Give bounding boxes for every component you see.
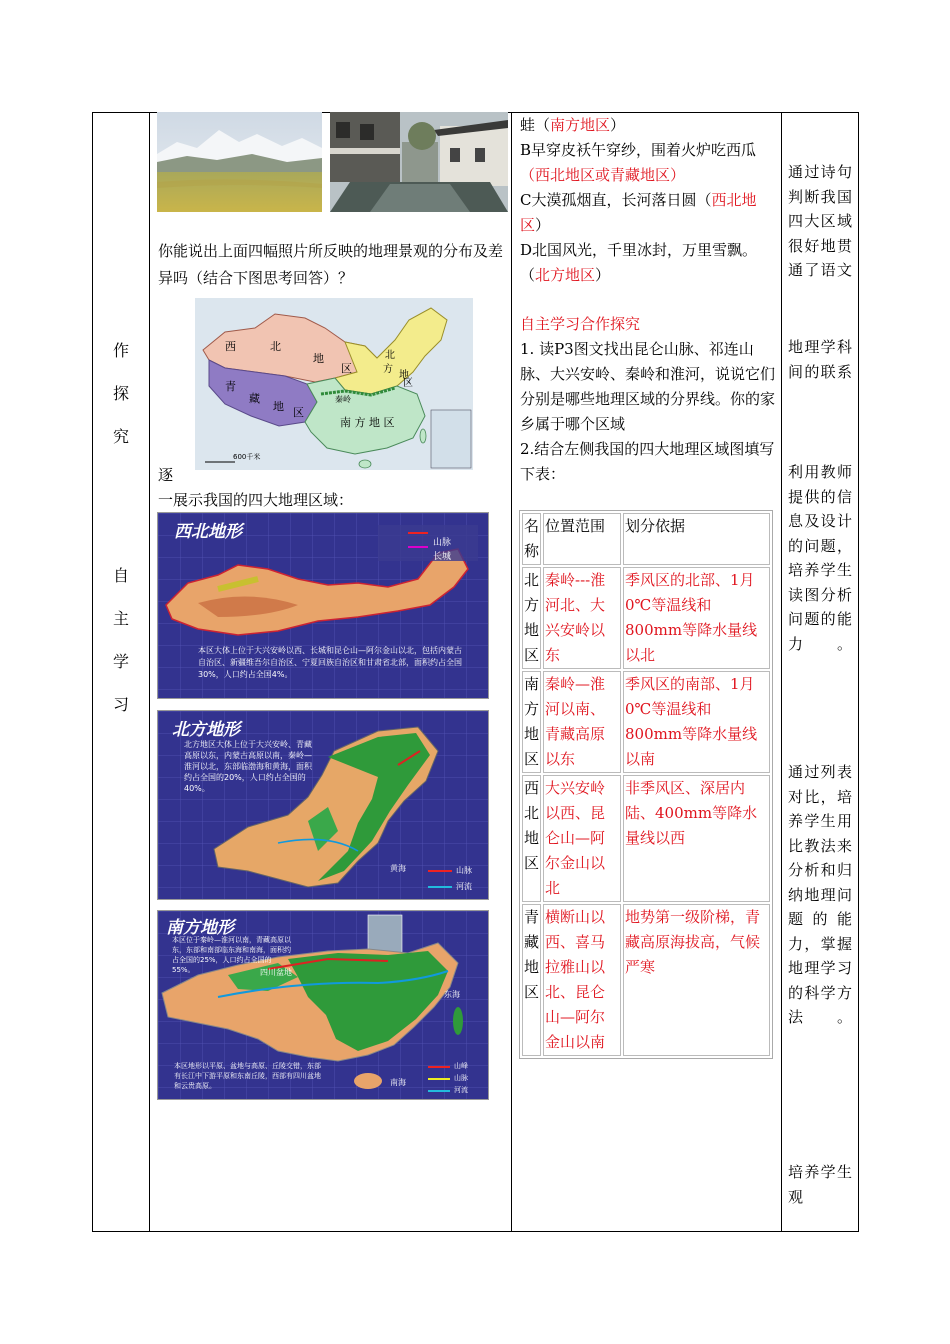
label-char: 作 bbox=[112, 341, 129, 360]
svg-text:北: 北 bbox=[385, 350, 395, 361]
side-label-bottom bbox=[93, 568, 149, 740]
china-regions-map bbox=[195, 298, 473, 470]
label-char: 主 bbox=[112, 609, 129, 628]
svg-text:南 方 地 区: 南 方 地 区 bbox=[340, 416, 395, 429]
intro-line-2: 一展示我国的四大地理区域： bbox=[158, 491, 354, 509]
table-row bbox=[522, 904, 770, 1056]
cell-range: 横断山以西、喜马拉雅山以北、昆仑山—阿尔金山以南 bbox=[543, 904, 621, 1056]
north-terrain-map bbox=[157, 710, 489, 900]
answer-b-region: （西北地区或青藏地区） bbox=[520, 166, 686, 184]
cell-name: 北方地区 bbox=[522, 567, 541, 669]
svg-text:地: 地 bbox=[273, 400, 284, 413]
cell-basis: 季风区的南部、1月0℃等温线和800mm等降水量线以南 bbox=[623, 671, 770, 773]
svg-text:地: 地 bbox=[399, 370, 409, 381]
task-2: 2.结合左侧我国的四大地理区域图填写下表： bbox=[520, 440, 775, 483]
column-divider bbox=[781, 113, 782, 1231]
map3-legend-mountain: 山脉 bbox=[454, 1074, 468, 1082]
map2-legend-river: 河流 bbox=[456, 882, 472, 891]
label-char: 自 bbox=[112, 566, 129, 585]
design-note-1: 通过诗句判断我国四大区域很好地贯通了语文 bbox=[788, 163, 852, 279]
cell-range: 大兴安岭以西、昆仑山—阿尔金山以北 bbox=[543, 775, 621, 902]
svg-text:区: 区 bbox=[341, 362, 352, 375]
map1-legend-wall: 长城 bbox=[433, 552, 452, 562]
map3-caption-top: 本区位于秦岭—淮河以南，青藏高原以东，东部和南部临东海和南海，面积约占全国的25%，人口约占全国的55%。 bbox=[172, 936, 291, 974]
map1-caption: 本区大体上位于大兴安岭以西、长城和昆仑山—阿尔金山以北，包括内蒙古自治区、新疆维吾尔自治区、宁夏回族自治区和甘肃省北部，面积约占全国30%，人口约占全国4%。 bbox=[198, 646, 462, 679]
label-char: 探 bbox=[112, 384, 129, 403]
answer-a: 蛙（南方地区） bbox=[520, 116, 626, 134]
section-heading: 自主学习合作探究 bbox=[520, 315, 641, 333]
cell-name: 西北地区 bbox=[522, 775, 541, 902]
cell-basis: 季风区的北部、1月0℃等温线和800mm等降水量线以北 bbox=[623, 567, 770, 669]
header-basis: 划分依据 bbox=[623, 513, 770, 565]
regions-table bbox=[519, 510, 773, 1059]
map3-label-southsea: 南海 bbox=[390, 1078, 406, 1087]
table-row bbox=[522, 567, 770, 669]
label-char: 究 bbox=[112, 427, 129, 446]
map2-title: 北方地形 bbox=[172, 720, 240, 740]
map3-legend-river: 河流 bbox=[454, 1086, 468, 1094]
label-char: 习 bbox=[112, 695, 129, 714]
cell-name: 南方地区 bbox=[522, 671, 541, 773]
svg-text:区: 区 bbox=[403, 378, 413, 389]
map-label-northwest: 西 bbox=[225, 340, 236, 353]
map3-caption-bottom: 本区地形以平原、盆地与高原、丘陵交错，东部有长江中下游平原和东南丘陵，西部有四川盆地和云贵高原。 bbox=[174, 1062, 321, 1090]
map3-title: 南方地形 bbox=[166, 918, 234, 938]
map3-legend-peak: 山峰 bbox=[454, 1062, 468, 1070]
south-terrain-map bbox=[157, 910, 489, 1100]
svg-text:秦岭: 秦岭 bbox=[335, 395, 351, 404]
label-char: 学 bbox=[112, 652, 129, 671]
cell-basis: 非季风区、深居内陆、400mm等降水量线以西 bbox=[623, 775, 770, 902]
cell-name: 青藏地区 bbox=[522, 904, 541, 1056]
svg-text:北: 北 bbox=[270, 340, 281, 353]
design-note-4: 培养学生观 bbox=[788, 1163, 852, 1206]
svg-text:藏: 藏 bbox=[249, 392, 260, 405]
svg-text:方: 方 bbox=[383, 364, 393, 375]
map1-legend-mountain: 山脉 bbox=[433, 538, 452, 548]
map3-label-eastsea: 东海 bbox=[444, 990, 460, 999]
svg-text:区: 区 bbox=[293, 406, 304, 419]
column-divider bbox=[149, 113, 150, 1231]
map2-caption: 北方地区大体上位于大兴安岭、青藏高原以东，内蒙古高原以南，秦岭—淮河以北，东部临渤海和黄海，面积约占全国的20%，人口约占全国的40%。 bbox=[184, 740, 312, 793]
column-divider bbox=[511, 113, 512, 1231]
map2-legend-mountain: 山脉 bbox=[456, 866, 472, 875]
cell-range: 秦岭—淮河以南、青藏高原以东 bbox=[543, 671, 621, 773]
design-note-2: 利用教师提供的信息及设计的问题，培养学生读图分析问题的能力。 bbox=[788, 463, 852, 653]
task-1: 1. 读P3图文找出昆仑山脉、祁连山脉、大兴安岭、秦岭和淮河，说说它们分别是哪些地理区域的分界线。你的家乡属于哪个区域 bbox=[520, 340, 776, 433]
answer-d: D北国风光，千里冰封，万里雪飘。（北方地区） bbox=[520, 241, 758, 284]
cell-basis: 地势第一级阶梯，青藏高原海拔高，气候严寒 bbox=[623, 904, 770, 1056]
water-town-photo bbox=[330, 112, 508, 212]
intro-line-1: 逐 bbox=[158, 466, 174, 484]
header-name: 名称 bbox=[522, 513, 541, 565]
grassland-photo bbox=[157, 112, 322, 212]
design-note-1b: 地理学科间的联系 bbox=[788, 338, 852, 381]
design-note-3: 通过列表对比，培养学生用比教法来分析和归纳地理问题的能力，掌握地理学习的科学方法。 bbox=[788, 763, 852, 1026]
poem-answers bbox=[520, 113, 776, 487]
map3-label-basin: 四川盆地 bbox=[260, 968, 292, 977]
svg-text:青: 青 bbox=[225, 380, 236, 393]
svg-text:地: 地 bbox=[313, 352, 324, 365]
table-row bbox=[522, 775, 770, 902]
side-label-top bbox=[93, 343, 149, 472]
cell-range: 秦岭---淮河北、大兴安岭以东 bbox=[543, 567, 621, 669]
answer-c: C大漠孤烟直，长河落日圆（西北地区） bbox=[520, 191, 757, 234]
question-text: 你能说出上面四幅照片所反映的地理景观的分布及差异吗（结合下图思考回答）？ bbox=[158, 242, 504, 287]
header-range: 位置范围 bbox=[543, 513, 621, 565]
map2-sea: 黄海 bbox=[390, 864, 406, 873]
answer-b: B早穿皮袄午穿纱，围着火炉吃西瓜 bbox=[520, 141, 757, 159]
northwest-terrain-map bbox=[157, 512, 489, 699]
map-scale: 600千米 bbox=[233, 453, 261, 461]
table-header-row bbox=[522, 513, 770, 565]
table-row bbox=[522, 671, 770, 773]
map1-title: 西北地形 bbox=[174, 522, 242, 542]
